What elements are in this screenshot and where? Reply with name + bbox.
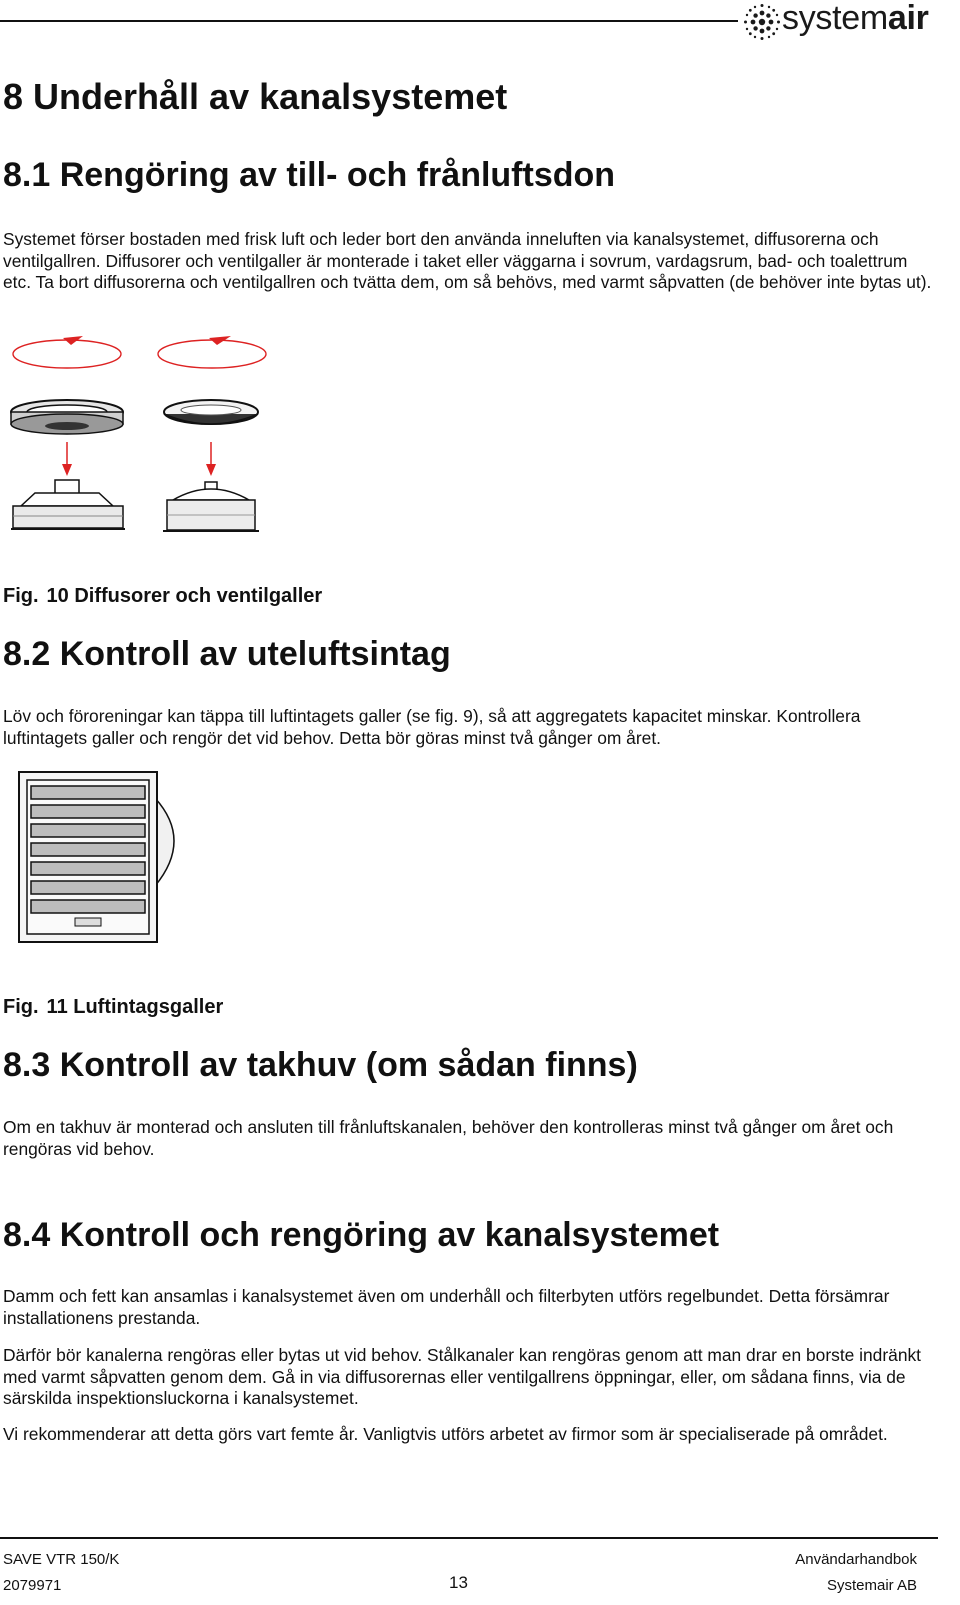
section-8-1-body: Systemet förser bostaden med frisk luft och leder bort den använda inneluften via kanalsystemet, diffusorerna och ventilgallren. Diffusorer och ventilgaller är monterade i taket eller väggarna i sovrum, vardagsrum, bad- och toalettrum etc. Ta bort diffusorerna och ventilgallren och tvätta dem, om så behövs, med varmt såpvatten (de behöver inte bytas ut). — [3, 229, 932, 292]
systemair-logo — [742, 2, 960, 42]
figure-11-caption — [3, 996, 223, 1019]
figure-caption-text: 10 Diffusorer och ventilgaller — [46, 585, 323, 607]
section-8-2-body: Löv och föroreningar kan täppa till luftintagets galler (se fig. 9), så att aggregatets kapacitet minskar. Kontrollera luftintagets galler och rengör det vid behov. Detta bör göras minst två gånger om året. — [3, 706, 861, 748]
intake-grille-illustration — [15, 768, 190, 948]
section-8-3-title: 8.3 Kontroll av takhuv (om sådan finns) — [3, 1046, 638, 1084]
section-8-4-title: 8.4 Kontroll och rengöring av kanalsystemet — [3, 1216, 720, 1254]
footer-doc-type: Användarhandbok — [795, 1551, 917, 1568]
page-number: 13 — [449, 1573, 468, 1592]
figure-label: Fig. — [3, 585, 39, 607]
diffuser-illustration — [5, 330, 275, 545]
logo-text-regular: system — [782, 0, 888, 37]
footer-company: Systemair AB — [826, 1577, 917, 1594]
section-8-2-title: 8.2 Kontroll av uteluftsintag — [3, 635, 451, 673]
section-8-4-paragraph-3: Vi rekommenderar att detta görs vart femte år. Vanligtvis utförs arbetet av firmor som är specialiserade på området. — [3, 1424, 888, 1444]
logo-text-bold: air — [887, 0, 929, 37]
footer-rule — [0, 1537, 938, 1539]
section-8-1-title: 8.1 Rengöring av till- och frånluftsdon — [3, 156, 616, 194]
section-8-3-body: Om en takhuv är monterad och ansluten till frånluftskanalen, behöver den kontrolleras minst två gånger om året och rengöras vid behov. — [3, 1117, 894, 1159]
section-8-4-paragraph-2: Därför bör kanalerna rengöras eller bytas ut vid behov. Stålkanaler kan rengöras genom att man drar en borste indränkt med varmt såpvatten genom dem. Gå in via diffusorernas eller ventilgallrens öppningar, eller, om sådana finns, via de särskilda inspektionsluckorna i kanalsystemet. — [3, 1345, 922, 1408]
footer-doc-number: 2079971 — [3, 1577, 62, 1594]
logo-wordmark — [782, 0, 929, 38]
figure-label: Fig. — [3, 996, 39, 1018]
figure-caption-text: 11 Luftintagsgaller — [46, 996, 224, 1018]
chapter-title: 8 Underhåll av kanalsystemet — [3, 76, 508, 117]
footer-model: SAVE VTR 150/K — [3, 1551, 120, 1568]
header-rule — [0, 20, 738, 22]
section-8-4-paragraph-1: Damm och fett kan ansamlas i kanalsystemet även om underhåll och filterbyten utförs regelbundet. Detta försämrar installationens prestanda. — [3, 1286, 890, 1328]
figure-10-caption — [3, 585, 322, 608]
dot-sphere-logo-icon — [742, 2, 782, 42]
